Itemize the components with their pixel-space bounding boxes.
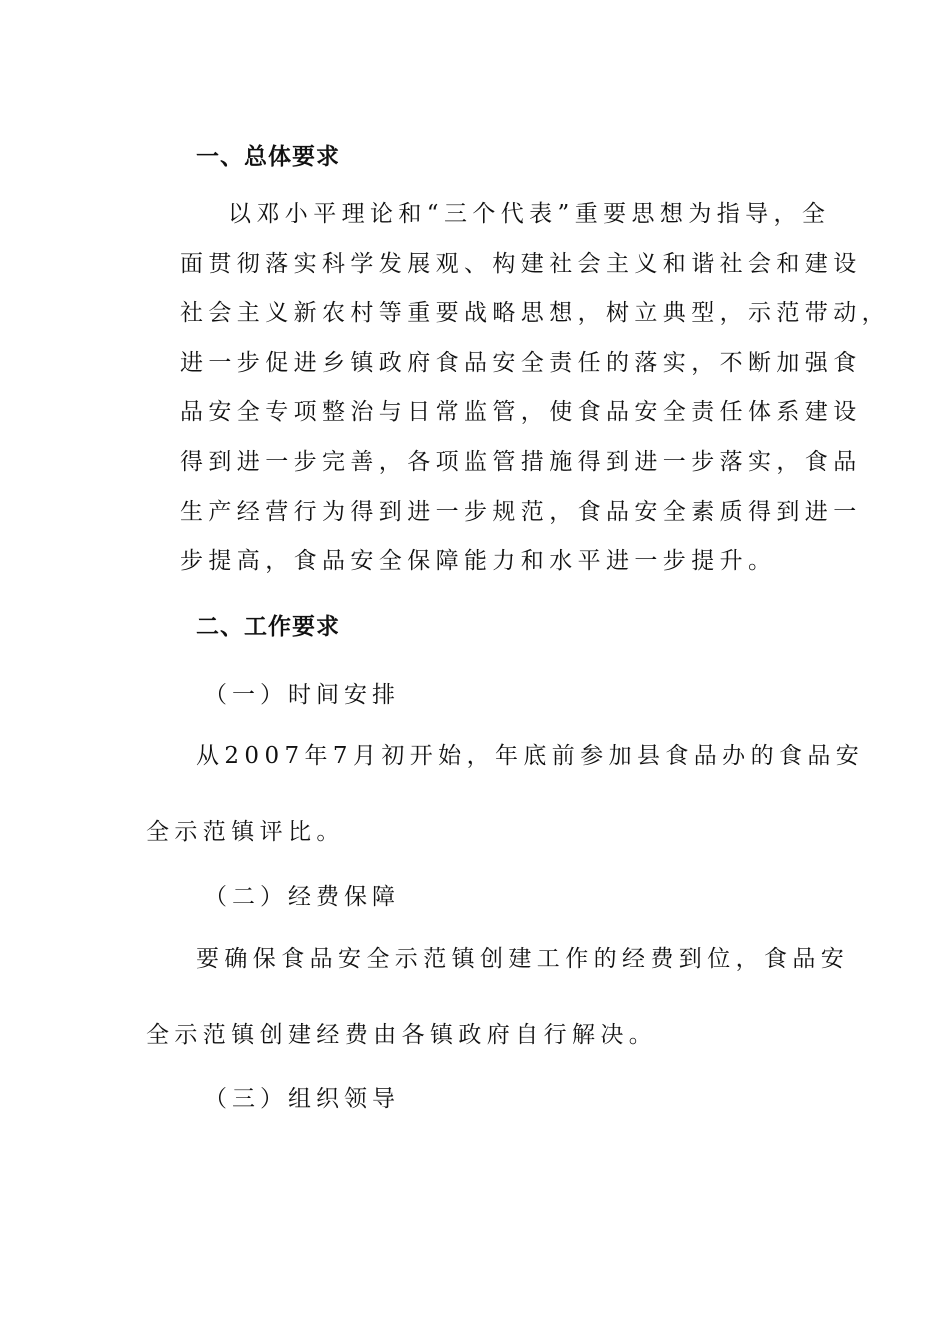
time-schedule-line-2: 全示范镇评比。 [146, 819, 345, 845]
funding-line-1: 要确保食品安全示范镇创建工作的经费到位，食品安 [196, 946, 850, 972]
subsection-title-time-schedule: （一）时间安排 [204, 682, 400, 708]
section-heading-work-requirements: 二、工作要求 [196, 614, 340, 640]
funding-line-2: 全示范镇创建经费由各镇政府自行解决。 [146, 1022, 658, 1048]
paragraph-line: 得到进一步完善，各项监管措施得到进一步落实，食品 [180, 448, 862, 475]
paragraph-line: 生产经营行为得到进一步规范，食品安全素质得到进一 [180, 498, 862, 525]
paragraph-line: 品安全专项整治与日常监管，使食品安全责任体系建设 [180, 399, 862, 426]
subsection-title-organization: （三）组织领导 [204, 1086, 400, 1112]
time-schedule-line-1: 从2007年7月初开始，年底前参加县食品办的食品安 [196, 743, 865, 769]
subsection-title-funding: （二）经费保障 [204, 884, 400, 910]
paragraph-line: 步提高，食品安全保障能力和水平进一步提升。 [180, 548, 777, 575]
paragraph-line: 社会主义新农村等重要战略思想，树立典型，示范带动， [180, 300, 890, 327]
overall-requirements-paragraph [180, 190, 890, 587]
paragraph-line: 以邓小平理论和“三个代表”重要思想为指导，全 [228, 201, 831, 227]
section-heading-overall-requirements: 一、总体要求 [196, 144, 340, 170]
paragraph-line: 进一步促进乡镇政府食品安全责任的落实，不断加强食 [180, 349, 862, 376]
paragraph-line: 面贯彻落实科学发展观、构建社会主义和谐社会和建设 [180, 250, 862, 277]
